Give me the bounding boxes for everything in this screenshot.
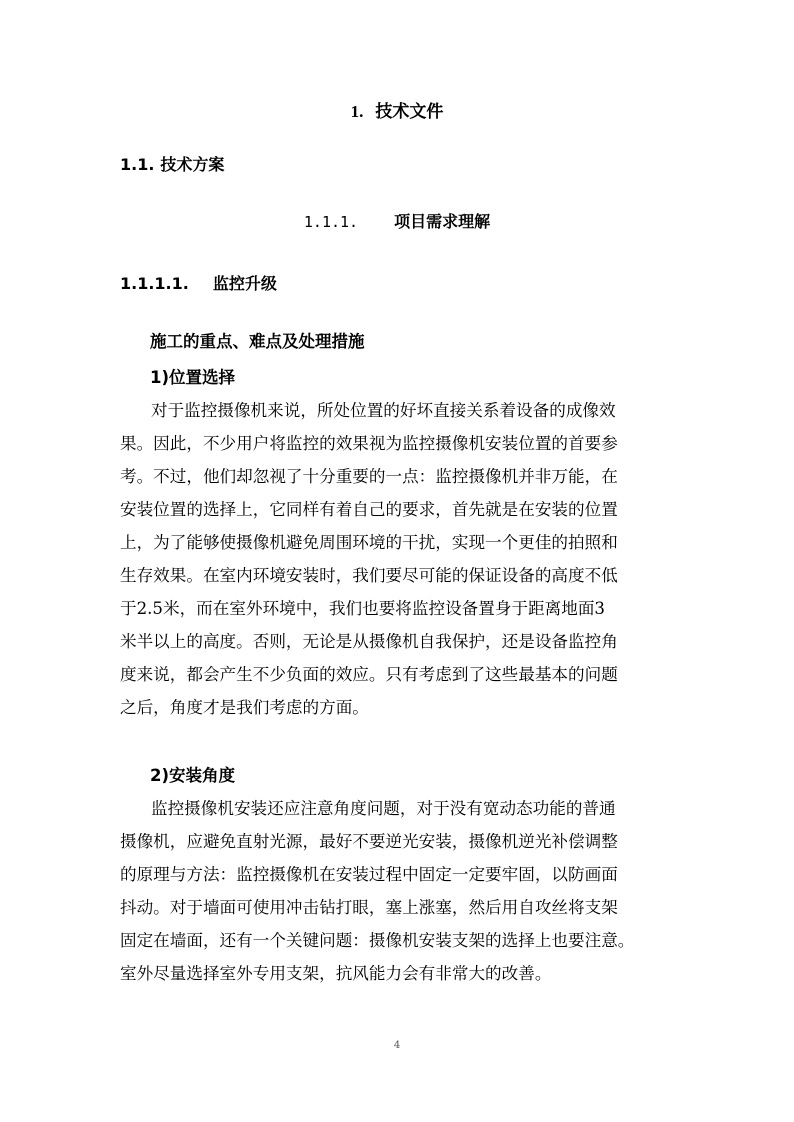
heading-2-text: 技术方案 [160, 155, 225, 174]
paragraph-line: 果。因此，不少用户将监控的效果视为监控摄像机安装位置的首要参 [120, 434, 618, 453]
heading-1 [0, 97, 794, 122]
item-1-title: 1)位置选择 [150, 368, 236, 387]
heading-1-number: 1. [350, 102, 364, 121]
paragraph-line: 考。不过，他们却忽视了十分重要的一点：监控摄像机并非万能，在 [120, 467, 618, 486]
heading-3-number: 1.1.1. [303, 213, 359, 231]
paragraph-line: 于2.5米，而在室外环境中，我们也要将监控设备置身于距离地面3 [120, 599, 605, 618]
page-number: 4 [393, 1040, 401, 1051]
heading-4 [120, 271, 277, 294]
paragraph-line: 米半以上的高度。否则，无论是从摄像机自我保护，还是设备监控角 [120, 632, 618, 651]
paragraph-line: 度来说，都会产生不少负面的效应。只有考虑到了这些最基本的问题 [120, 665, 618, 684]
paragraph-line: 生存效果。在室内环境安装时，我们要尽可能的保证设备的高度不低 [120, 566, 618, 585]
paragraph-line: 之后，角度才是我们考虑的方面。 [120, 698, 369, 717]
paragraph-line: 室外尽量选择室外专用支架，抗风能力会有非常大的改善。 [120, 964, 552, 983]
heading-3 [0, 209, 794, 232]
heading-2-number: 1.1. [120, 155, 155, 174]
heading-1-text: 技术文件 [375, 102, 444, 122]
heading-4-text: 监控升级 [212, 274, 277, 293]
paragraph-line: 监控摄像机安装还应注意角度问题，对于没有宽动态功能的普通 [151, 799, 616, 818]
item-2-paragraph [120, 792, 672, 990]
paragraph-line: 安装位置的选择上，它同样有着自己的要求，首先就是在安装的位置 [120, 500, 618, 519]
paragraph-line: 摄像机，应避免直射光源，最好不要逆光安装，摄像机逆光补偿调整 [120, 832, 618, 851]
paragraph-line: 的原理与方法：监控摄像机在安装过程中固定一定要牢固，以防画面 [120, 865, 618, 884]
heading-4-number: 1.1.1.1. [120, 274, 189, 293]
item-1-paragraph [120, 394, 672, 724]
heading-2 [120, 152, 224, 175]
paragraph-line: 上，为了能够使摄像机避免周围环境的干扰，实现一个更佳的拍照和 [120, 533, 618, 552]
section-title: 施工的重点、难点及处理措施 [150, 332, 365, 351]
heading-3-text: 项目需求理解 [394, 212, 491, 231]
item-2-title: 2)安装角度 [150, 766, 236, 785]
paragraph-line: 对于监控摄像机来说，所处位置的好坏直接关系着设备的成像效 [151, 401, 616, 420]
paragraph-line: 抖动。对于墙面可使用冲击钻打眼，塞上涨塞，然后用自攻丝将支架 [120, 898, 618, 917]
paragraph-line: 固定在墙面，还有一个关键问题：摄像机安装支架的选择上也要注意。 [120, 931, 635, 950]
